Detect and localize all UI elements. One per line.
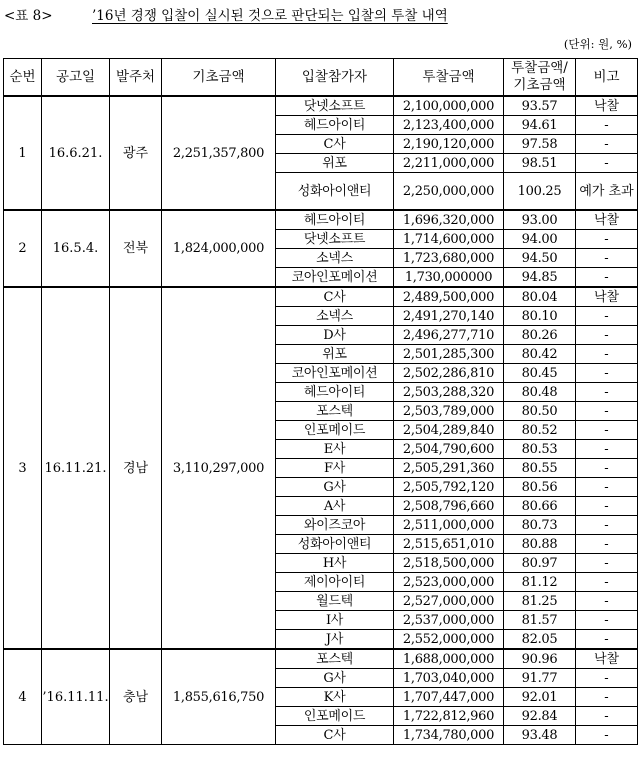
- bidder-cell: 코아인포메이션: [276, 364, 394, 383]
- table-title: ’16년 경쟁 입찰이 실시된 것으로 판단되는 입찰의 투찰 내역: [92, 8, 448, 24]
- bid-amount-cell: 2,537,000,000: [394, 611, 504, 630]
- bidder-cell: H사: [276, 554, 394, 573]
- bid-amount-cell: 2,211,000,000: [394, 154, 504, 173]
- note-cell: 예가 초과: [576, 173, 638, 211]
- ratio-cell: 80.55: [504, 459, 576, 478]
- bid-group: [4, 649, 638, 745]
- note-cell: 낙찰: [576, 649, 638, 669]
- header-row: [4, 59, 638, 97]
- note-cell: -: [576, 307, 638, 326]
- bid-amount-cell: 2,505,792,120: [394, 478, 504, 497]
- table-row: [4, 210, 638, 230]
- note-cell: -: [576, 554, 638, 573]
- note-cell: -: [576, 345, 638, 364]
- note-cell: -: [576, 478, 638, 497]
- bid-amount-cell: 2,515,651,010: [394, 535, 504, 554]
- note-cell: 낙찰: [576, 96, 638, 116]
- bid-amount-cell: 2,527,000,000: [394, 592, 504, 611]
- bidder-cell: G사: [276, 478, 394, 497]
- ratio-cell: 90.96: [504, 649, 576, 669]
- date-cell: 16.11.21.: [42, 287, 110, 649]
- ratio-cell: 81.25: [504, 592, 576, 611]
- ratio-cell: 81.57: [504, 611, 576, 630]
- note-cell: -: [576, 669, 638, 688]
- note-cell: -: [576, 421, 638, 440]
- bidder-cell: 와이즈코아: [276, 516, 394, 535]
- ratio-cell: 80.53: [504, 440, 576, 459]
- ratio-cell: 80.66: [504, 497, 576, 516]
- note-cell: -: [576, 630, 638, 650]
- date-cell: 16.6.21.: [42, 96, 110, 210]
- note-cell: -: [576, 516, 638, 535]
- ratio-cell: 94.85: [504, 268, 576, 288]
- bid-amount-cell: 2,511,000,000: [394, 516, 504, 535]
- ratio-cell: 80.42: [504, 345, 576, 364]
- note-cell: -: [576, 573, 638, 592]
- header-bid-amount: 투찰금액: [394, 59, 504, 97]
- header-date: 공고일: [42, 59, 110, 97]
- agency-cell: 전북: [110, 210, 162, 287]
- bidder-cell: G사: [276, 669, 394, 688]
- bid-group: [4, 210, 638, 287]
- bid-amount-cell: 1,723,680,000: [394, 249, 504, 268]
- bid-group: [4, 96, 638, 210]
- ratio-cell: 93.48: [504, 726, 576, 745]
- note-cell: -: [576, 383, 638, 402]
- bid-amount-cell: 1,703,040,000: [394, 669, 504, 688]
- bidder-cell: 코아인포메이션: [276, 268, 394, 288]
- ratio-cell: 92.01: [504, 688, 576, 707]
- bidder-cell: C사: [276, 135, 394, 154]
- bidder-cell: E사: [276, 440, 394, 459]
- seq-cell: 3: [4, 287, 42, 649]
- bidder-cell: 소넥스: [276, 307, 394, 326]
- bidder-cell: 포스텍: [276, 649, 394, 669]
- agency-cell: 광주: [110, 96, 162, 210]
- ratio-cell: 94.50: [504, 249, 576, 268]
- ratio-cell: 93.00: [504, 210, 576, 230]
- bidder-cell: 헤드아이티: [276, 210, 394, 230]
- bid-amount-cell: 2,503,288,320: [394, 383, 504, 402]
- table-row: [4, 649, 638, 669]
- bidder-cell: 월드텍: [276, 592, 394, 611]
- note-cell: -: [576, 611, 638, 630]
- seq-cell: 4: [4, 649, 42, 745]
- bid-amount-cell: 2,491,270,140: [394, 307, 504, 326]
- ratio-cell: 80.48: [504, 383, 576, 402]
- base-price-cell: 2,251,357,800: [162, 96, 276, 210]
- bidder-cell: A사: [276, 497, 394, 516]
- bid-amount-cell: 2,523,000,000: [394, 573, 504, 592]
- note-cell: -: [576, 364, 638, 383]
- ratio-cell: 100.25: [504, 173, 576, 211]
- bidder-cell: I사: [276, 611, 394, 630]
- ratio-cell: 80.52: [504, 421, 576, 440]
- note-cell: -: [576, 592, 638, 611]
- bid-amount-cell: 2,190,120,000: [394, 135, 504, 154]
- bid-amount-cell: 1,734,780,000: [394, 726, 504, 745]
- note-cell: -: [576, 459, 638, 478]
- bid-amount-cell: 2,489,500,000: [394, 287, 504, 307]
- note-cell: -: [576, 688, 638, 707]
- note-cell: -: [576, 497, 638, 516]
- ratio-cell: 80.26: [504, 326, 576, 345]
- bid-group: [4, 287, 638, 649]
- note-cell: -: [576, 326, 638, 345]
- bidder-cell: 닷넷소프트: [276, 96, 394, 116]
- bidder-cell: C사: [276, 287, 394, 307]
- note-cell: -: [576, 154, 638, 173]
- note-cell: -: [576, 135, 638, 154]
- seq-cell: 2: [4, 210, 42, 287]
- bid-amount-cell: 2,504,790,600: [394, 440, 504, 459]
- bidder-cell: 성화아이앤티: [276, 173, 394, 211]
- bid-table: [3, 58, 638, 745]
- header-ratio: 투찰금액/ 기초금액: [504, 59, 576, 97]
- header-base-price: 기초금액: [162, 59, 276, 97]
- note-cell: -: [576, 726, 638, 745]
- bid-amount-cell: 2,496,277,710: [394, 326, 504, 345]
- note-cell: 낙찰: [576, 287, 638, 307]
- table-caption: [4, 4, 448, 24]
- bid-amount-cell: 2,123,400,000: [394, 116, 504, 135]
- bid-amount-cell: 1,696,320,000: [394, 210, 504, 230]
- bidder-cell: 위포: [276, 154, 394, 173]
- bidder-cell: 헤드아이티: [276, 383, 394, 402]
- bid-amount-cell: 2,502,286,810: [394, 364, 504, 383]
- bidder-cell: D사: [276, 326, 394, 345]
- ratio-cell: 94.00: [504, 230, 576, 249]
- base-price-cell: 1,824,000,000: [162, 210, 276, 287]
- bid-amount-cell: 2,250,000,000: [394, 173, 504, 211]
- base-price-cell: 1,855,616,750: [162, 649, 276, 745]
- bid-amount-cell: 1,722,812,960: [394, 707, 504, 726]
- bidder-cell: 헤드아이티: [276, 116, 394, 135]
- unit-note: (단위: 원, %): [563, 37, 632, 51]
- ratio-cell: 94.61: [504, 116, 576, 135]
- ratio-cell: 81.12: [504, 573, 576, 592]
- bid-amount-cell: 2,552,000,000: [394, 630, 504, 650]
- bid-amount-cell: 1,688,000,000: [394, 649, 504, 669]
- note-cell: -: [576, 249, 638, 268]
- header-bidder: 입찰참가자: [276, 59, 394, 97]
- ratio-cell: 80.50: [504, 402, 576, 421]
- bidder-cell: 인포메이드: [276, 421, 394, 440]
- bid-amount-cell: 1,730,000000: [394, 268, 504, 288]
- ratio-cell: 80.88: [504, 535, 576, 554]
- bid-amount-cell: 1,714,600,000: [394, 230, 504, 249]
- bid-amount-cell: 2,100,000,000: [394, 96, 504, 116]
- bid-amount-cell: 2,505,291,360: [394, 459, 504, 478]
- bid-amount-cell: 2,504,289,840: [394, 421, 504, 440]
- bidder-cell: K사: [276, 688, 394, 707]
- note-cell: -: [576, 402, 638, 421]
- bidder-cell: 성화아이앤티: [276, 535, 394, 554]
- ratio-cell: 80.73: [504, 516, 576, 535]
- ratio-cell: 97.58: [504, 135, 576, 154]
- agency-cell: 충남: [110, 649, 162, 745]
- ratio-cell: 93.57: [504, 96, 576, 116]
- table-number: <표 8>: [4, 8, 53, 24]
- ratio-cell: 80.10: [504, 307, 576, 326]
- ratio-cell: 91.77: [504, 669, 576, 688]
- bidder-cell: 위포: [276, 345, 394, 364]
- seq-cell: 1: [4, 96, 42, 210]
- header-note: 비고: [576, 59, 638, 97]
- bid-amount-cell: 2,503,789,000: [394, 402, 504, 421]
- ratio-cell: 82.05: [504, 630, 576, 650]
- bidder-cell: 인포메이드: [276, 707, 394, 726]
- note-cell: -: [576, 116, 638, 135]
- bidder-cell: 닷넷소프트: [276, 230, 394, 249]
- table-row: [4, 287, 638, 307]
- bid-amount-cell: 2,508,796,660: [394, 497, 504, 516]
- note-cell: -: [576, 535, 638, 554]
- bid-amount-cell: 1,707,447,000: [394, 688, 504, 707]
- table-row: [4, 96, 638, 116]
- ratio-cell: 98.51: [504, 154, 576, 173]
- note-cell: -: [576, 707, 638, 726]
- agency-cell: 경남: [110, 287, 162, 649]
- bidder-cell: 제이아이티: [276, 573, 394, 592]
- date-cell: 16.5.4.: [42, 210, 110, 287]
- bidder-cell: 포스텍: [276, 402, 394, 421]
- ratio-cell: 92.84: [504, 707, 576, 726]
- note-cell: -: [576, 230, 638, 249]
- bid-amount-cell: 2,501,285,300: [394, 345, 504, 364]
- ratio-cell: 80.04: [504, 287, 576, 307]
- date-cell: ’16.11.11.: [42, 649, 110, 745]
- bid-amount-cell: 2,518,500,000: [394, 554, 504, 573]
- bidder-cell: F사: [276, 459, 394, 478]
- note-cell: -: [576, 440, 638, 459]
- note-cell: -: [576, 268, 638, 288]
- bidder-cell: J사: [276, 630, 394, 650]
- header-agency: 발주처: [110, 59, 162, 97]
- base-price-cell: 3,110,297,000: [162, 287, 276, 649]
- ratio-cell: 80.97: [504, 554, 576, 573]
- bidder-cell: 소넥스: [276, 249, 394, 268]
- note-cell: 낙찰: [576, 210, 638, 230]
- bidder-cell: C사: [276, 726, 394, 745]
- ratio-cell: 80.45: [504, 364, 576, 383]
- ratio-cell: 80.56: [504, 478, 576, 497]
- header-seq: 순번: [4, 59, 42, 97]
